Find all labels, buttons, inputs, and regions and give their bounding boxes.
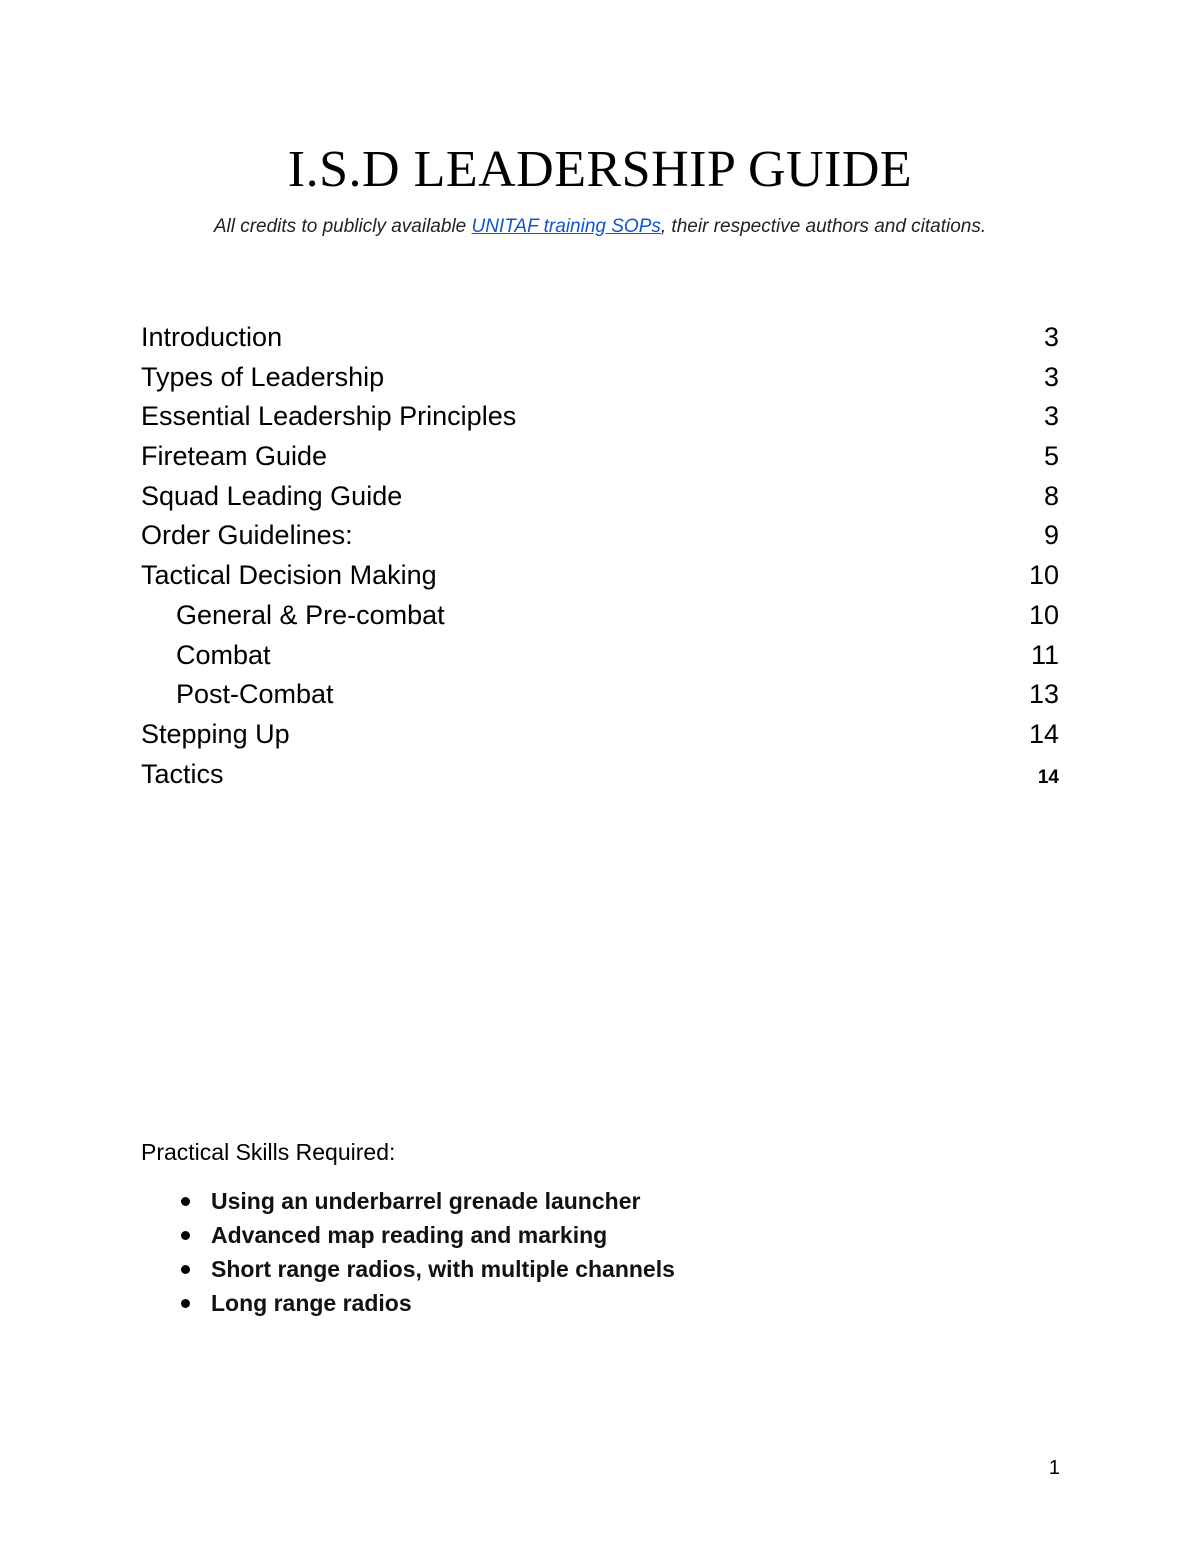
toc-entry-label: Squad Leading Guide [141, 480, 403, 511]
list-item [141, 1286, 1041, 1320]
toc-entry-label: Tactical Decision Making [141, 560, 437, 591]
toc-entry-tactics[interactable] [141, 755, 1059, 795]
bullet-icon [181, 1231, 190, 1240]
toc-entry-label: Tactics [141, 758, 224, 789]
toc-entry-stepping-up[interactable] [141, 715, 1059, 755]
toc-entry-label: Essential Leadership Principles [141, 401, 517, 432]
toc-entry-label: Fireteam Guide [141, 441, 328, 472]
page-number: 1 [1048, 1457, 1060, 1479]
credits-prefix: All credits to publicly available [213, 216, 472, 237]
skills-heading: Practical Skills Required: [141, 1139, 396, 1165]
unitaf-sops-link[interactable]: UNITAF training SOPs [471, 216, 661, 237]
toc-entry-label: Combat [176, 639, 271, 670]
toc-entry-page: 3 [1043, 401, 1059, 432]
toc-subentry-general-pre-combat[interactable] [141, 596, 1059, 636]
skill-text: Short range radios, with multiple channels [211, 1256, 675, 1282]
skills-list [141, 1184, 1041, 1320]
toc-entry-introduction[interactable] [141, 318, 1059, 358]
toc-entry-page: 11 [1030, 639, 1059, 670]
toc-entry-page: 3 [1043, 361, 1059, 392]
credits-line [0, 214, 1200, 240]
toc-entry-page: 8 [1043, 480, 1059, 511]
document-title: I.S.D LEADERSHIP GUIDE [287, 141, 913, 198]
toc-entry-order-guidelines[interactable] [141, 516, 1059, 556]
toc-entry-label: General & Pre-combat [176, 599, 445, 630]
toc-entry-label: Introduction [141, 322, 283, 352]
toc-entry-label: Types of Leadership [141, 361, 385, 392]
toc-entry-page: 9 [1043, 520, 1059, 551]
skill-text: Advanced map reading and marking [211, 1222, 608, 1248]
toc-entry-label: Stepping Up [141, 718, 290, 749]
bullet-icon [181, 1197, 190, 1206]
toc-entry-label: Post-Combat [176, 679, 334, 710]
toc-entry-page: 14 [1037, 766, 1059, 788]
credits-suffix: , their respective authors and citations. [660, 216, 987, 237]
toc-entry-essential-leadership-principles[interactable] [141, 397, 1059, 437]
toc-entry-types-of-leadership[interactable] [141, 358, 1059, 398]
list-item [141, 1218, 1041, 1252]
table-of-contents [141, 318, 1059, 794]
toc-entry-label: Order Guidelines: [141, 520, 353, 551]
toc-entry-page: 10 [1028, 599, 1059, 630]
list-item [141, 1252, 1041, 1286]
practical-skills-section [141, 1136, 1041, 1320]
skill-text: Long range radios [211, 1290, 412, 1316]
toc-entry-squad-leading-guide[interactable] [141, 477, 1059, 517]
toc-entry-page: 14 [1028, 718, 1059, 749]
toc-subentry-combat[interactable] [141, 636, 1059, 676]
toc-entry-fireteam-guide[interactable] [141, 437, 1059, 477]
toc-entry-page: 5 [1043, 441, 1059, 472]
toc-entry-tactical-decision-making[interactable] [141, 556, 1059, 596]
bullet-icon [181, 1265, 190, 1274]
toc-entry-page: 3 [1043, 322, 1059, 352]
toc-entry-page: 10 [1028, 560, 1059, 591]
skill-text: Using an underbarrel grenade launcher [211, 1188, 641, 1214]
bullet-icon [181, 1299, 190, 1308]
list-item [141, 1184, 1041, 1218]
toc-entry-page: 13 [1028, 679, 1059, 710]
toc-subentry-post-combat[interactable] [141, 675, 1059, 715]
